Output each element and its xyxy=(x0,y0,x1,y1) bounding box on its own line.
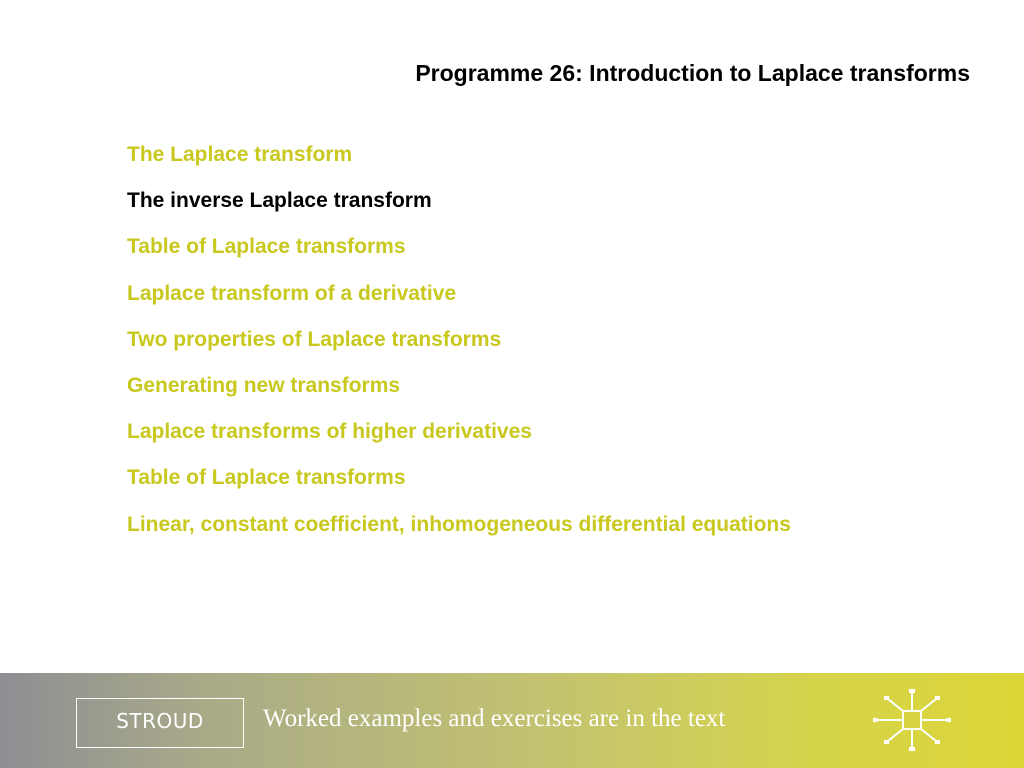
footer-bar xyxy=(0,673,1024,768)
contents-item-higher-derivatives[interactable]: Laplace transforms of higher derivatives xyxy=(127,420,532,444)
contents-item-generating-new-transforms[interactable]: Generating new transforms xyxy=(127,373,401,397)
footer-tagline: Worked examples and exercises are in the text xyxy=(263,705,726,732)
circuit-node-icon xyxy=(870,687,954,753)
logo-text: STROUD xyxy=(116,709,204,733)
contents-item-inverse-laplace-transform[interactable]: The inverse Laplace transform xyxy=(127,189,432,213)
contents-item-two-properties[interactable]: Two properties of Laplace transforms xyxy=(127,327,502,351)
stroud-logo xyxy=(76,698,244,748)
contents-item-laplace-transform-of-derivative[interactable]: Laplace transform of a derivative xyxy=(127,281,457,305)
contents-item-table-of-laplace-transforms[interactable]: Table of Laplace transforms xyxy=(127,235,406,259)
page-title: Programme 26: Introduction to Laplace transforms xyxy=(415,60,970,86)
contents-item-inhomogeneous-equations[interactable]: Linear, constant coefficient, inhomogeneous differential equations xyxy=(127,512,791,536)
contents-item-table-of-laplace-transforms-2[interactable]: Table of Laplace transforms xyxy=(127,466,406,490)
contents-item-laplace-transform[interactable]: The Laplace transform xyxy=(127,143,353,166)
contents-list xyxy=(127,140,791,556)
